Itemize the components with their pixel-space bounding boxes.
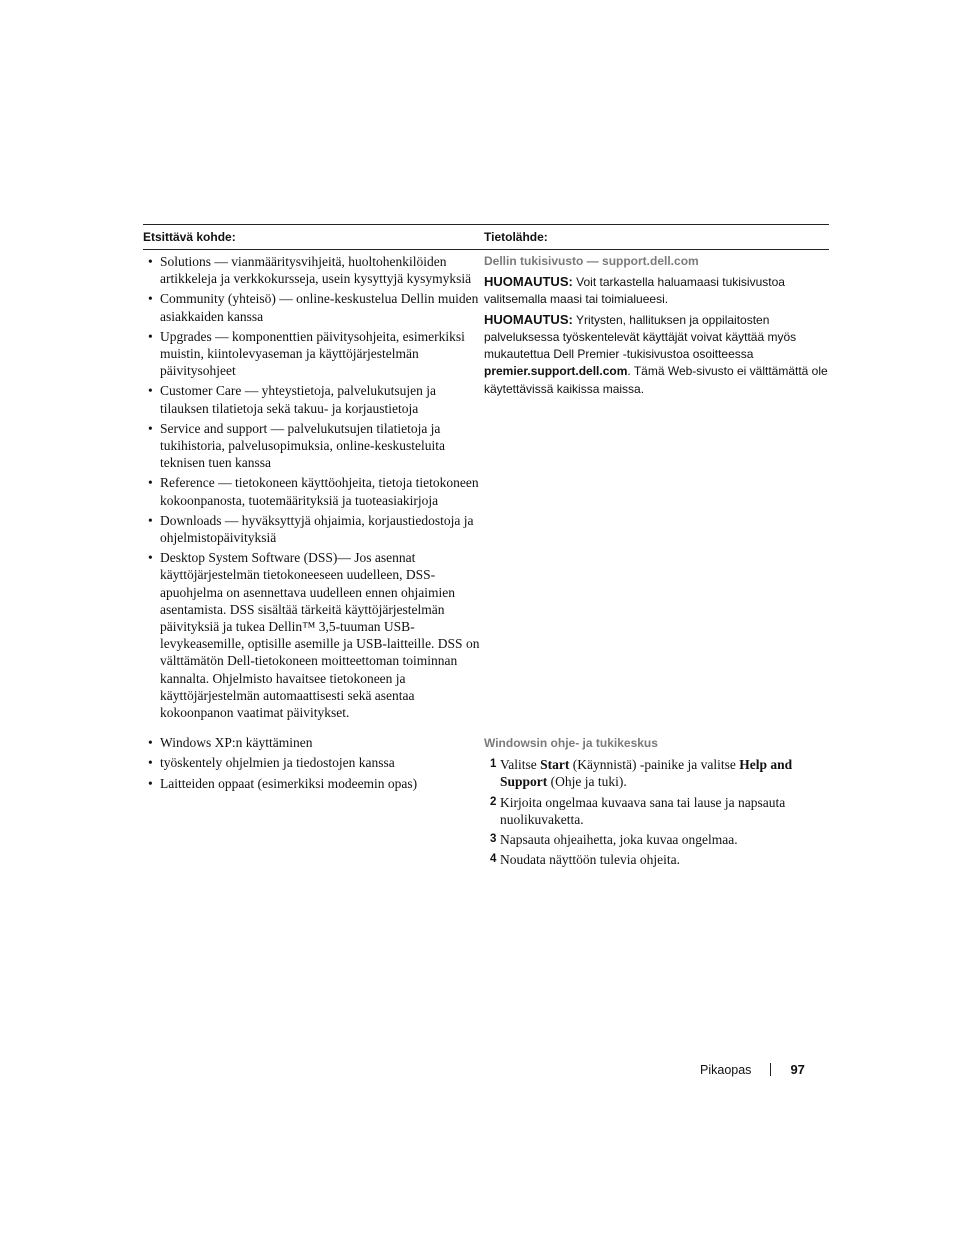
premier-url-link[interactable]: premier.support.dell.com: [484, 364, 628, 379]
list-item: • Service and support — palvelukutsujen tilatietoja ja tukihistoria, palvelusopimuksia, online-keskusteluita teknisen tuen kanssa: [148, 420, 445, 471]
bullet-icon: •: [148, 735, 153, 751]
list-item: • Downloads — hyväksyttyjä ohjaimia, korjaustiedostoja ja ohjelmistopäivityksiä: [148, 512, 474, 546]
step-item: 4 Noudata näyttöön tulevia ohjeita.: [490, 852, 680, 868]
source-title: Windowsin ohje- ja tukikeskus: [484, 736, 658, 751]
bullet-icon: •: [148, 755, 153, 771]
note-label: HUOMAUTUS:: [484, 274, 573, 289]
bullet-icon: •: [148, 775, 153, 791]
table-header: [143, 225, 829, 249]
bullet-icon: •: [148, 550, 153, 566]
list-item: • Solutions — vianmääritysvihjeitä, huoltohenkilöiden artikkeleja ja verkkokursseja, usein kysyttyjä kysymyksiä: [148, 254, 472, 287]
step-item: 1 Valitse Start (Käynnistä) -painike ja valitse Help and Support (Ohje ja tuki).: [490, 757, 793, 790]
list-item: • Customer Care — yhteystietoja, palvelukutsujen ja tilauksen tilatietoja sekä takuu- ja korjaustietoja: [148, 383, 436, 416]
bullet-icon: •: [148, 383, 153, 399]
step-item: 2 Kirjoita ongelmaa kuvaava sana tai lause ja napsauta nuolikuvaketta.: [490, 794, 786, 827]
col1-header: Etsittävä kohde:: [143, 230, 236, 244]
row1-source: [484, 253, 829, 724]
table-row: [143, 250, 829, 724]
footer-divider: [770, 1063, 771, 1076]
bullet-icon: •: [148, 420, 153, 436]
table-row: [143, 734, 829, 871]
list-item: • työskentely ohjelmien ja tiedostojen kanssa: [148, 755, 395, 771]
bullet-icon: •: [148, 328, 153, 344]
bullet-icon: •: [148, 475, 153, 491]
row1-topics: [143, 253, 484, 724]
list-item: • Windows XP:n käyttäminen: [148, 735, 313, 751]
list-item: • Upgrades — komponenttien päivitysohjeita, esimerkiksi muistin, kiintolevyaseman ja käyttöjärjestelmän päivitysohjeet: [148, 328, 465, 379]
row2-topics: [143, 734, 484, 871]
row2-source: [484, 734, 829, 871]
col2-header: Tietolähde:: [484, 230, 548, 244]
page-footer: [700, 1062, 815, 1077]
note-2: HUOMAUTUS: Yritysten, hallituksen ja oppilaitosten palveluksessa työskentelevät käyttäjät voivat käyttää myös mukautettua Dell Premier -tukisivustoa osoitteessa premier.support.dell.com. Tämä Web-sivusto ei välttämättä ole käytettävissä kaikissa maissa.: [484, 311, 828, 396]
list-item: • Laitteiden oppaat (esimerkiksi modeemin opas): [148, 775, 418, 791]
footer-section-title: Pikaopas: [700, 1062, 752, 1077]
info-table: [143, 224, 829, 872]
bullet-icon: •: [148, 291, 153, 307]
note-label: HUOMAUTUS:: [484, 311, 573, 327]
page-number: 97: [790, 1062, 805, 1077]
bullet-icon: •: [148, 254, 153, 269]
source-title: Dellin tukisivusto — support.dell.com: [484, 254, 699, 268]
note-1: HUOMAUTUS: Voit tarkastella haluamaasi tukisivustoa valitsemalla maasi tai toimialueesi.: [484, 274, 785, 307]
bullet-icon: •: [148, 512, 153, 528]
list-item: • Community (yhteisö) — online-keskustelua Dellin muiden asiakkaiden kanssa: [148, 291, 479, 324]
step-item: 3 Napsauta ohjeaihetta, joka kuvaa ongelmaa.: [490, 832, 738, 848]
list-item: • Reference — tietokoneen käyttöohjeita, tietoja tietokoneen kokoonpanosta, tuotemäärityksiä ja tuoteasiakirjoja: [148, 475, 479, 508]
list-item: • Desktop System Software (DSS)— Jos asennat käyttöjärjestelmän tietokoneeseen uudelleen, DSS-apuohjelma on asennettava uudelleen ennen ohjaimien asentamista. DSS sisältää tärkeitä käyttöjärjestelmän päivityksiä ja tukea Dellin™ 3,5-tuuman USB-levykeasemille, optisille asemille ja USB-laitteille. DSS on välttämätön Dell-tietokoneen moitteettoman toiminnan kannalta. Ohjelmisto havaitsee tietokoneen ja käyttöjärjestelmän automaattisesti sekä asentaa kokoonpanon vaatimat päivitykset.: [148, 550, 480, 721]
